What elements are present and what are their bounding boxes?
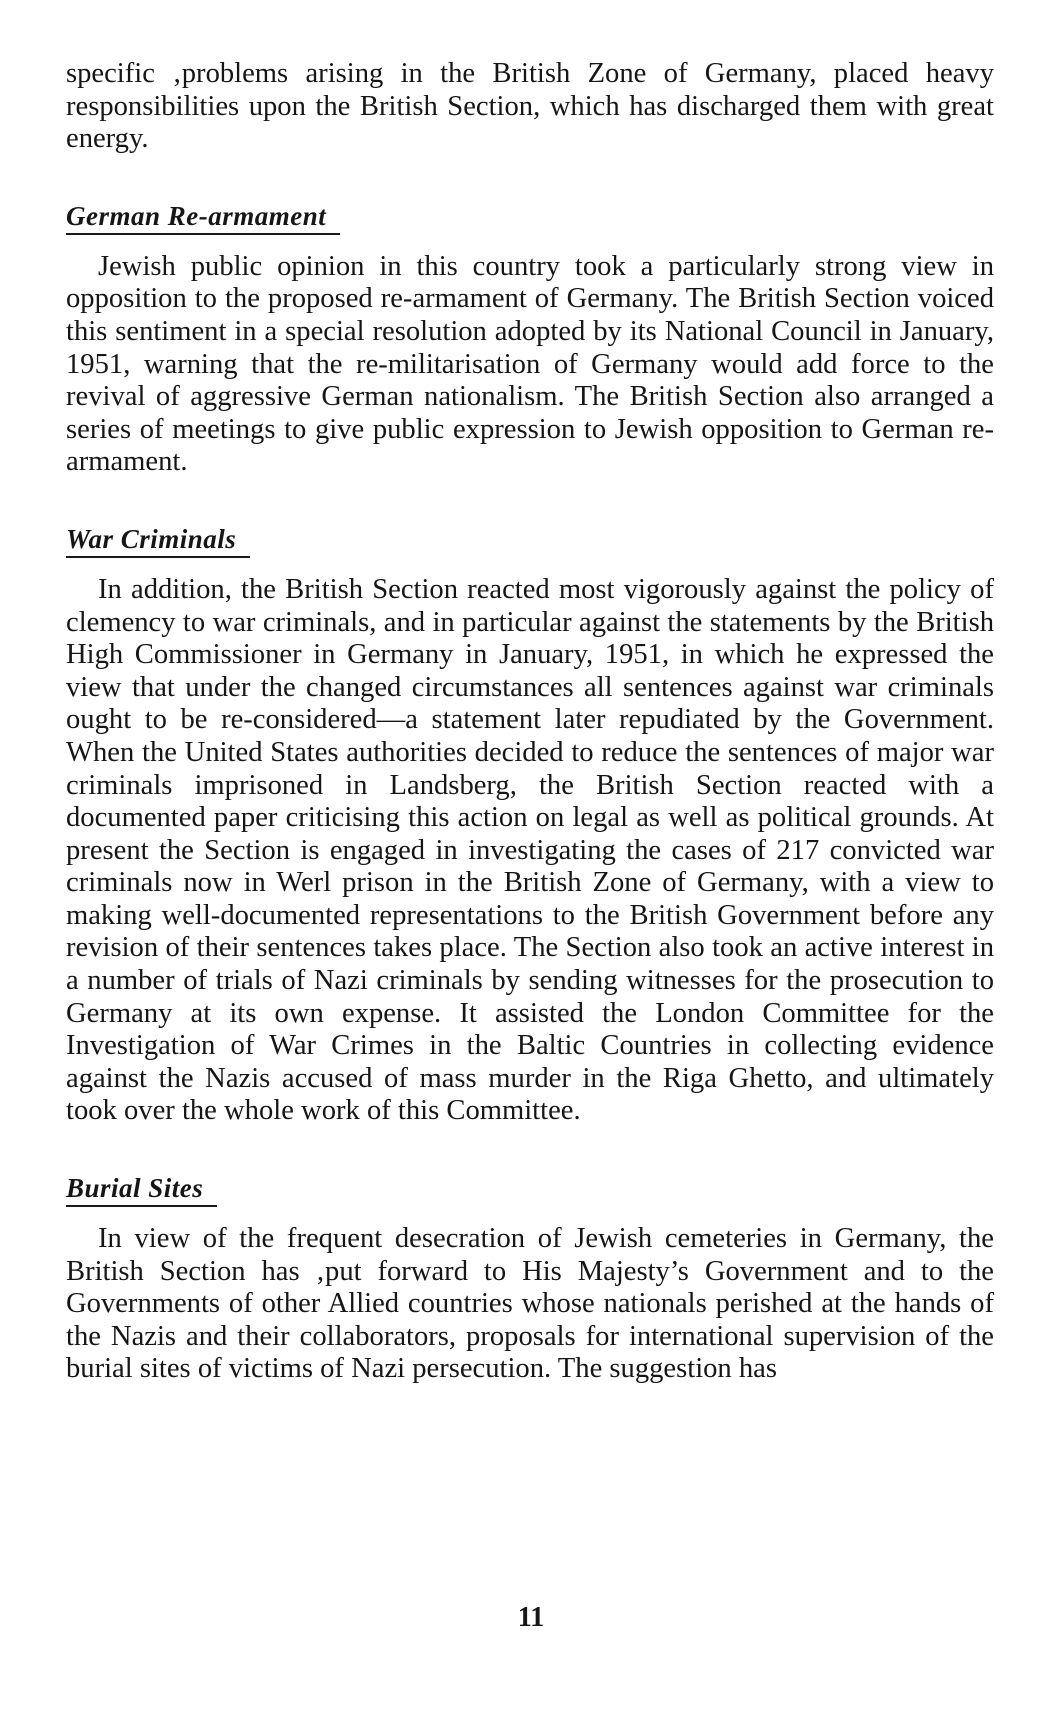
section-german-re-armament	[66, 200, 994, 479]
section-paragraph: Jewish public opinion in this country took a particularly strong view in opposition to the proposed re-armament of Germany. The British Section voiced this sentiment in a special resolution adopted by its National Council in January, 1951, warning that the re-militarisation of Germany would add force to the revival of aggressive German nationalism. The British Section also arranged a series of meetings to give public expression to Jewish opposition to German re-armament.	[66, 250, 994, 478]
document-page	[66, 58, 994, 1386]
opening-paragraph: specific ‚problems arising in the British Zone of Germany, placed heavy responsibilities upon the British Section, which has discharged them with great energy.	[66, 58, 994, 155]
section-paragraph: In addition, the British Section reacted most vigorously against the policy of clemency to war criminals, and in particular against the statements by the British High Commissioner in Germany in January, 1951, in which he expressed the view that under the changed circumstances all sentences against war criminals ought to be re-considered—a statement later repudiated by the Government. When the United States authorities decided to reduce the sentences of major war criminals imprisoned in Landsberg, the British Section reacted with a documented paper criticising this action on legal as well as political grounds. At present the Section is engaged in investigating the cases of 217 convicted war criminals now in Werl prison in the British Zone of Germany, with a view to making well-documented representations to the British Government before any revision of their sentences takes place. The Section also took an active interest in a number of trials of Nazi criminals by sending witnesses for the prosecution to Germany at its own expense. It assisted the London Committee for the Investigation of War Crimes in the Baltic Countries in collecting evidence against the Nazis accused of mass murder in the Riga Ghetto, and ultimately took over the whole work of this Committee.	[66, 573, 994, 1127]
page-number: 11	[517, 1602, 545, 1633]
section-paragraph: In view of the frequent desecration of Jewish cemeteries in Germany, the British Section has ‚put forward to His Majesty’s Government and to the Governments of other Allied countries whose nationals perished at the hands of the Nazis and their collaborators, proposals for international supervision of the burial sites of victims of Nazi persecution. The suggestion has	[66, 1223, 994, 1385]
section-burial-sites	[66, 1172, 994, 1386]
section-war-criminals	[66, 523, 994, 1128]
section-heading: German Re-armament	[66, 200, 340, 235]
section-heading: War Criminals	[66, 523, 250, 558]
section-heading: Burial Sites	[66, 1172, 217, 1207]
